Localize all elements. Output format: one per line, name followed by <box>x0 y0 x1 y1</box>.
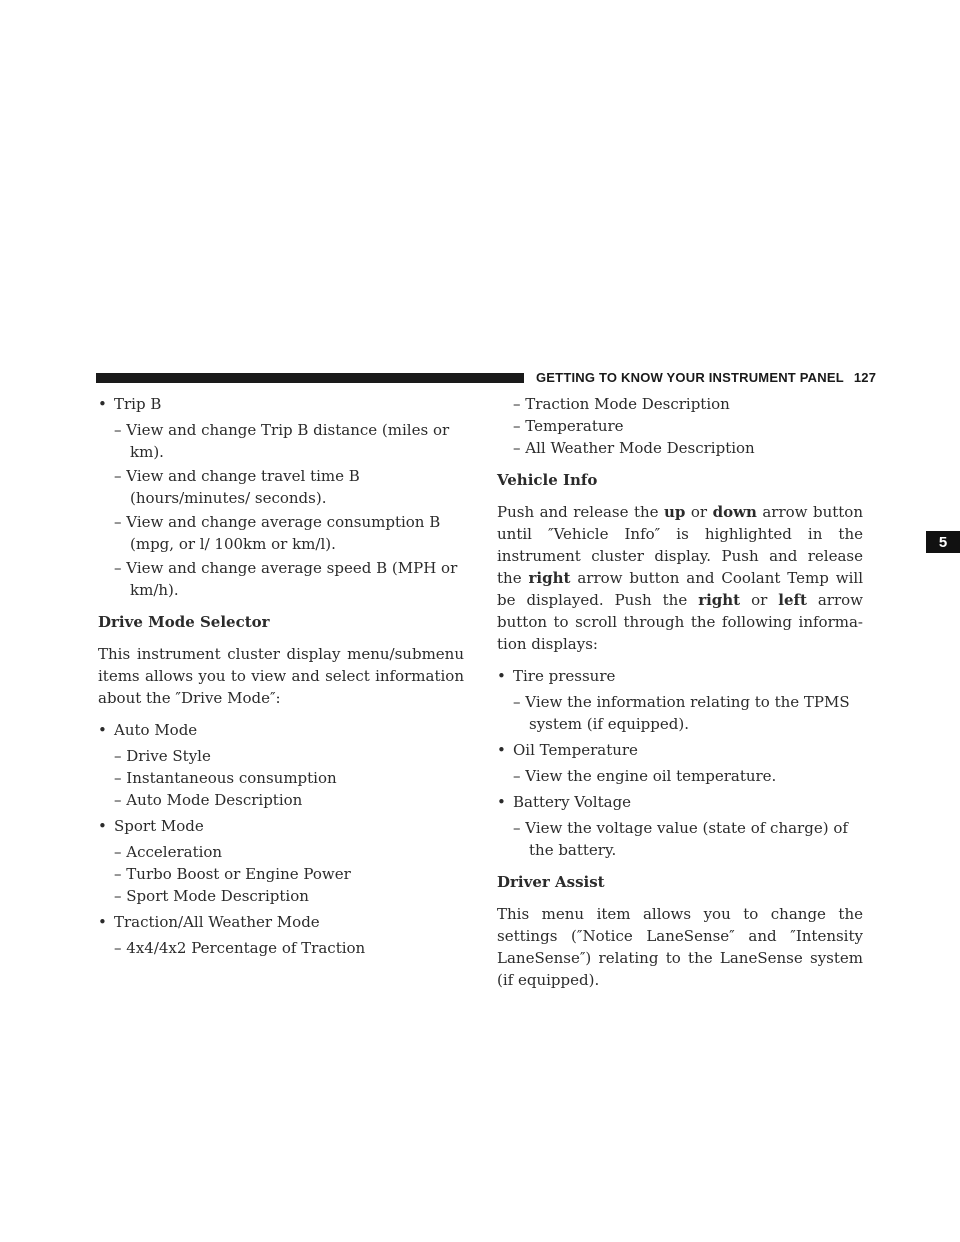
section-heading: Vehicle Info <box>497 471 598 489</box>
sub-item: – View the voltage value (state of charge) of the battery. <box>513 819 848 859</box>
sub-item: – Instantaneous consumption <box>114 769 337 787</box>
bullet-item: • Traction/All Weather Mode <box>98 913 320 931</box>
bullet-icon: • <box>98 817 107 835</box>
sub-item: – View the engine oil temperature. <box>513 767 777 785</box>
sub-item: – Turbo Boost or Engine Power <box>114 865 351 883</box>
auto-mode-group <box>98 719 464 811</box>
sub-item: – All Weather Mode Description <box>513 439 755 457</box>
bullet-item: • Trip B <box>98 395 162 413</box>
section-heading: Driver Assist <box>497 873 605 891</box>
sub-item: – View and change average consumption B (mpg, or l/ 100km or km/l). <box>114 513 441 553</box>
running-header <box>536 370 876 385</box>
trip-b-group <box>98 393 464 601</box>
left-column <box>98 393 464 963</box>
sub-item: – View and change Trip B distance (miles or km). <box>114 421 450 461</box>
sub-item: – Traction Mode Description <box>513 395 730 413</box>
section-title: GETTING TO KNOW YOUR INSTRUMENT PANEL <box>536 370 844 385</box>
header-rule <box>96 373 524 383</box>
tire-group <box>497 665 863 735</box>
sub-item: – View the information relating to the TPMS system (if equipped). <box>513 693 850 733</box>
sub-item: – Auto Mode Description <box>114 791 303 809</box>
page-number: 127 <box>853 370 877 385</box>
sport-mode-group <box>98 815 464 907</box>
paragraph: Push and release the up or down arrow button until ″Vehicle Info″ is highlighted in the instrument cluster display. Push and release the right arrow button and Coolant Temp will be displayed. Push the right or left arrow button to scroll through the following informa- tion displays: <box>497 503 864 653</box>
right-column <box>497 393 863 1001</box>
bullet-icon: • <box>98 913 107 931</box>
traction-cont-group <box>497 393 863 459</box>
sub-item: – Temperature <box>513 417 624 435</box>
bullet-item: • Tire pressure <box>497 667 616 685</box>
bullet-icon: • <box>497 741 506 759</box>
section-heading: Drive Mode Selector <box>98 613 270 631</box>
paragraph: This menu item allows you to change the settings (″Notice LaneSense″ and ″Intensity LaneSense″) relating to the LaneSense system (if equipped). <box>497 905 863 989</box>
sub-item: – View and change travel time B (hours/minutes/ seconds). <box>114 467 360 507</box>
bullet-icon: • <box>497 793 506 811</box>
chapter-tab: 5 <box>926 531 960 553</box>
oil-group <box>497 739 863 787</box>
bullet-item: • Auto Mode <box>98 721 198 739</box>
paragraph: This instrument cluster display menu/submenu items allows you to view and select information about the ″Drive Mode″: <box>98 645 464 707</box>
bullet-item: • Battery Voltage <box>497 793 632 811</box>
bullet-icon: • <box>98 721 107 739</box>
bullet-icon: • <box>98 395 107 413</box>
bullet-item: • Oil Temperature <box>497 741 638 759</box>
bullet-item: • Sport Mode <box>98 817 204 835</box>
sub-item: – Acceleration <box>114 843 223 861</box>
sub-item: – Drive Style <box>114 747 211 765</box>
traction-mode-group <box>98 911 464 959</box>
sub-item: – Sport Mode Description <box>114 887 309 905</box>
battery-group <box>497 791 863 861</box>
sub-item: – View and change average speed B (MPH or km/h). <box>114 559 458 599</box>
bullet-icon: • <box>497 667 506 685</box>
sub-item: – 4x4/4x2 Percentage of Traction <box>114 939 366 957</box>
